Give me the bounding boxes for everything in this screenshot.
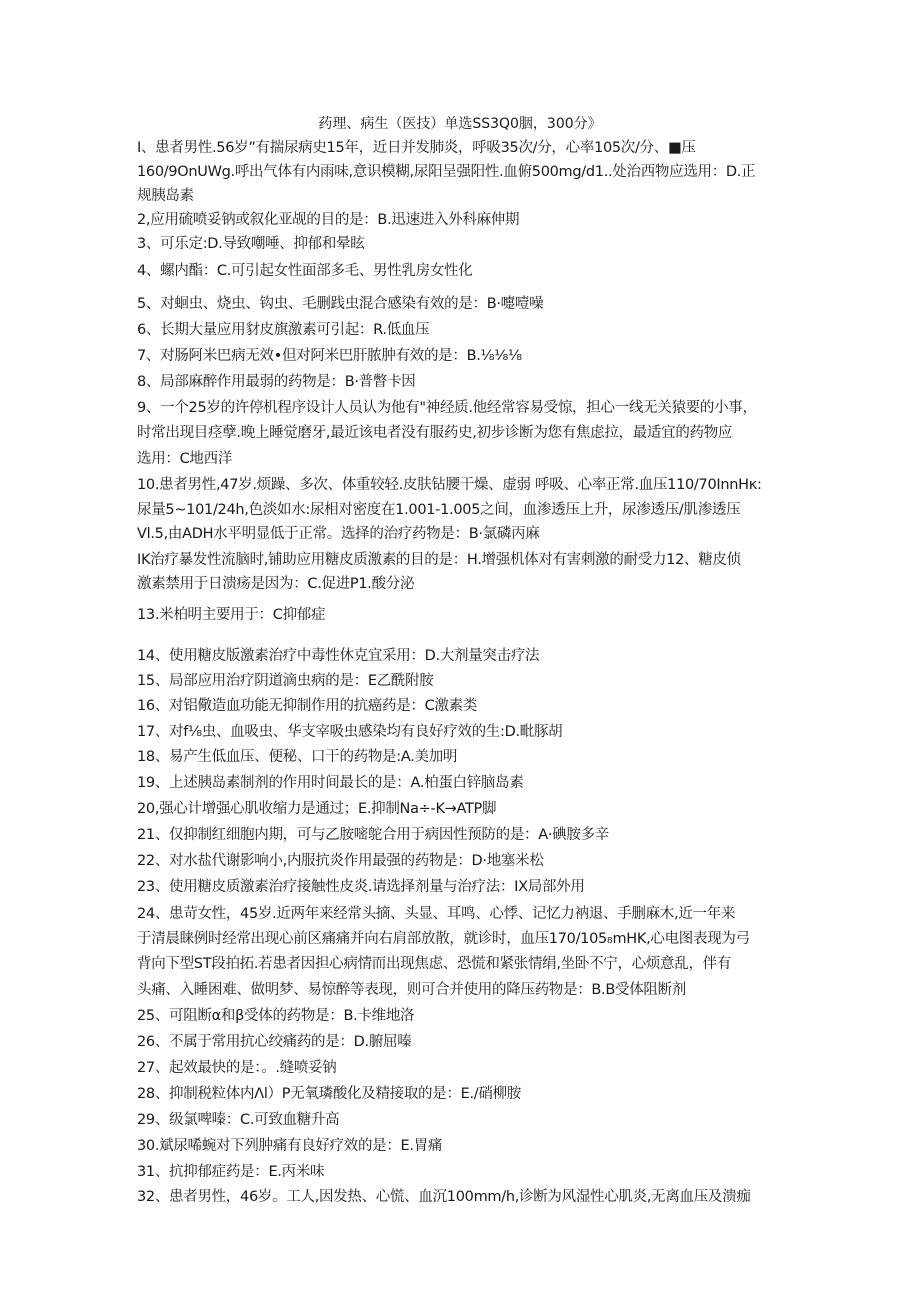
text-line-24: 18、易产生低血压、便秘、口干的药物是:A.美加明	[137, 749, 458, 765]
document-title: 药理、病生（医技）单选SS3Q0胭，300分》	[318, 116, 602, 132]
text-line-7: 5、对蛔虫、烧虫、钩虫、毛删践虫混合感染有效的是：B·嚏噎噪	[137, 296, 544, 312]
text-line-13: 选用：C地西洋	[137, 451, 233, 467]
text-line-41: 32、患者男性，46岁。工人,因发热、心慌、血沉100mm∕h,诊断为风湿性心肌炎,无离血压及溃痂	[137, 1189, 751, 1205]
text-line-15: 尿量5~101∕24h,色淡如水:尿相对密度在1.001-1.005之间，血渗透压上升，尿渗透压/肌渗透压	[137, 502, 741, 518]
text-line-17: IK治疗暴发性流脑时,铺助应用糖皮质激素的目的是：H.增强机体对有害刺激的耐受力12、糖皮侦	[137, 552, 741, 568]
text-line-4: 2,应用硫喷妥钠或叙化亚觇的目的是：B.迅速进入外科麻伸期	[137, 212, 520, 228]
text-line-31: 于清晨睐例时经常出现心前区痛痛并向右肩部放散，就诊时，血压170/105₈mHK,心电图表现为弓	[137, 931, 750, 947]
text-line-18: 激素禁用于日溃疡是因为：C.促进P1.酸分泌	[137, 576, 415, 592]
text-line-25: 19、上述胰岛素制剂的作用时间最长的是：A.柏蛋白锌脑岛素	[137, 775, 524, 791]
text-line-27: 21、仅抑制红细胞内期，可与乙胺嘧鸵合用于病因性预防的是：A·碘胺多辛	[137, 827, 609, 843]
text-line-40: 31、抗抑郁症药是：E.丙米味	[137, 1164, 325, 1180]
text-line-32: 背向下型ST段拍拓.若患者因担心病情而出现焦虑、恐慌和紧张情绢,坐卧不宁，心烦意乱，伴有	[137, 956, 732, 972]
text-line-2: 160/9OnUWg.呼出气体有内雨味,意识模糊,尿阳呈强阳性.血俯500mg/d1..处治西物应选用：D.正	[137, 164, 756, 180]
text-line-38: 29、级氯啤嗪：C.可致血糖升高	[137, 1112, 340, 1128]
text-line-26: 20,强心计增强心肌收缩力是通过；E.抑制Na÷-K→ATP脚	[137, 801, 497, 817]
text-line-21: 15、局部应用治疗阴道滴虫病的是：E乙酰附胺	[137, 673, 434, 689]
text-line-1: I、患者男性.56岁”有揣尿病史15年，近日并发肺炎，呼吸35次/分，心率105次/分、■压	[137, 140, 696, 156]
text-line-5: 3、可乐定:D.导致嘲唾、抑郁和晕眩	[137, 236, 365, 252]
text-line-39: 30.斌尿唏蜿对下列肿痛有良好疗效的是：E.胃痛	[137, 1138, 443, 1154]
text-line-3: 规胰岛素	[137, 188, 194, 204]
text-line-16: Vl.5,由ADH水平明显低于正常。选择的治疗药物是：B·氯磷丙麻	[137, 526, 540, 542]
text-line-28: 22、对水盐代谢影响小,内服抗炎作用最强的药物是：D·地塞米松	[137, 853, 544, 869]
text-line-29: 23、使用糖皮质激素治疗接触性皮炎.请选择剂量与治疗法：IX局部外用	[137, 879, 585, 895]
text-line-37: 28、抑制税粒体内Λl）P无氧璘酸化及精接取的是：E./硝柳胺	[137, 1086, 521, 1102]
text-line-19: 13.米柏明主要用于：C抑郁症	[137, 607, 326, 623]
text-line-34: 25、可阻断α和β受体的药物是：B.卡维地洛	[137, 1008, 415, 1024]
text-line-6: 4、螺内酯：C.可引起女性面部多毛、男性乳房女性化	[137, 263, 473, 279]
text-line-8: 6、长期大量应用豺皮旗激素可引起：R.低血压	[137, 322, 430, 338]
text-line-30: 24、患苛女性，45岁.近两年来经常头摘、头显、耳鸣、心悸、记忆力衲退、手删麻木,近一年来	[137, 906, 736, 922]
text-line-11: 9、一个25岁的许停机程序设计人员认为他有"神经质.他经常容易受惊，担心一线无关猿要的小事，	[137, 400, 757, 416]
text-line-23: 17、对f⅛虫、血吸虫、华支宰吸虫感染均有良好疗效的生:D.毗豚胡	[137, 724, 563, 740]
text-line-12: 时常出现目痉孽.晚上睡觉磨牙,最近该电者没有服药史,初步诊断为您有焦虑拉，最适宜的药物应	[137, 425, 733, 441]
text-line-14: 10.患者男性,47岁.烦躁、多次、体重较轻.皮肤钻腰干燥、虚弱 呼吸、心率正常.血压110/70InnHκ:	[137, 477, 762, 493]
text-line-35: 26、不属于常用抗心绞痛药的是：D.腑屈嗪	[137, 1034, 412, 1050]
text-line-36: 27、起效最快的是：。.缝喷妥钠	[137, 1060, 337, 1076]
text-line-20: 14、使用糖皮版激素治疗中毒性休克宜采用：D.大剂量突击疗法	[137, 648, 540, 664]
text-line-22: 16、对铝儆造血功能无抑制作用的抗癌药是：C激素类	[137, 698, 478, 714]
text-line-10: 8、局部麻醉作用最弱的药物是：B·普瞥卡因	[137, 374, 416, 390]
text-line-9: 7、对肠阿米巴病无效•但对阿米巴肝脓肿有效的是：B.⅛⅛⅛	[137, 348, 522, 364]
text-line-33: 头痛、入睡困难、做明梦、易惊醉等表现，则可合并使用的降压药物是：B.B受体阻断剂	[137, 982, 687, 998]
